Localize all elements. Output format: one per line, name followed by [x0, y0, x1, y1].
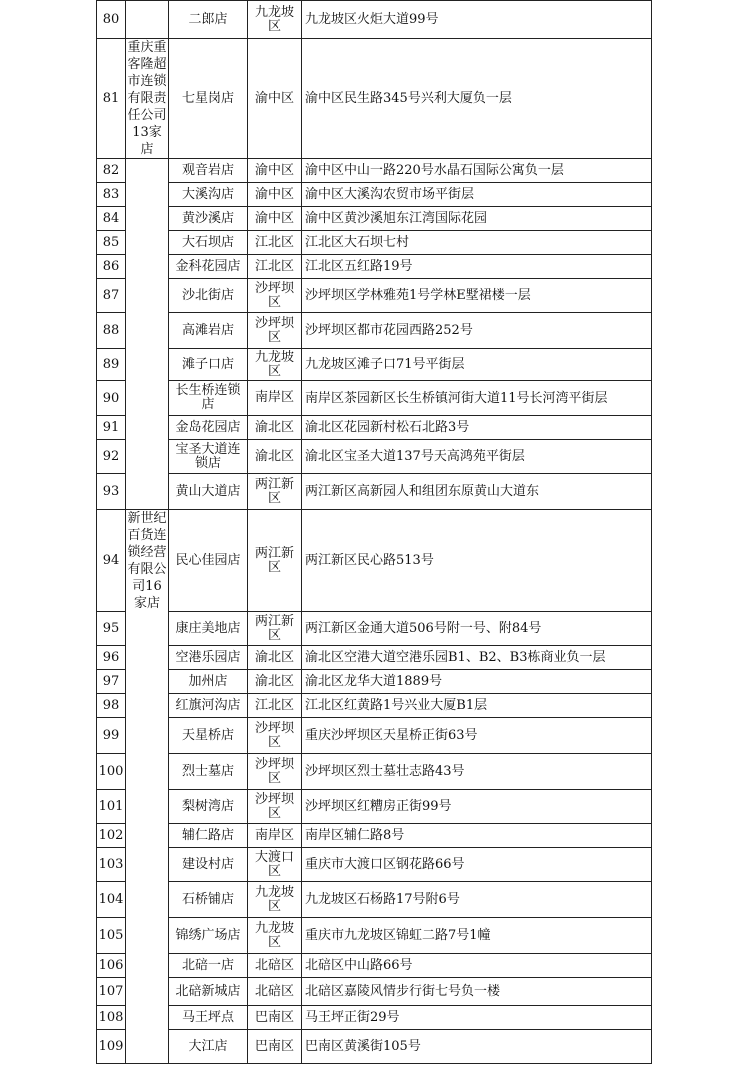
store-name-text: 七星岗店: [181, 91, 234, 106]
store-name-text: 天星桥店: [181, 728, 234, 743]
store-name: [169, 978, 248, 1006]
district: [248, 279, 302, 313]
district-text: 巴南区: [254, 1009, 294, 1025]
table-row: [97, 670, 652, 694]
district: [248, 231, 302, 255]
table-row: [97, 474, 652, 510]
table-row: [97, 954, 652, 978]
table-row: [97, 612, 652, 646]
row-number: 96: [97, 646, 126, 670]
table-row: [97, 918, 652, 954]
district-text: 南岸区: [254, 827, 294, 843]
address: 沙坪坝区红糟房正街99号: [302, 790, 652, 824]
address: 渝中区中山一路220号水晶石国际公寓负一层: [302, 159, 652, 183]
address: 南岸区茶园新区长生桥镇河街大道11号长河湾平街层: [302, 381, 652, 416]
district: [248, 474, 302, 510]
district: [248, 848, 302, 882]
district: [248, 670, 302, 694]
store-name-text: 民心佳园店: [175, 553, 241, 568]
row-number: 106: [97, 954, 126, 978]
row-number: 90: [97, 381, 126, 416]
district: [248, 381, 302, 416]
district: [248, 416, 302, 440]
store-name-text: 二郎店: [188, 12, 228, 27]
address: 两江新区高新园人和组团东原黄山大道东: [302, 474, 652, 510]
table-row: [97, 848, 652, 882]
table-row: [97, 440, 652, 474]
address: 南岸区辅仁路8号: [302, 824, 652, 848]
store-name-text: 黄山大道店: [175, 484, 241, 499]
address: 九龙坡区滩子口71号平街层: [302, 349, 652, 381]
address: 马王坪正街29号: [302, 1006, 652, 1030]
store-name-text: 金岛花园店: [175, 420, 241, 435]
table-row: [97, 159, 652, 183]
district-text: 两江新区: [254, 476, 294, 506]
table-row: [97, 1, 652, 39]
district-text: 北碚区: [254, 983, 294, 999]
store-name: [169, 349, 248, 381]
store-name: [169, 231, 248, 255]
row-number: 87: [97, 279, 126, 313]
row-number: 86: [97, 255, 126, 279]
address: 江北区大石坝七村: [302, 231, 652, 255]
district: [248, 646, 302, 670]
store-name-text: 宝圣大道连锁店: [175, 441, 241, 471]
store-name: [169, 918, 248, 954]
district-text: 沙坪坝区: [254, 280, 294, 310]
table-row: [97, 718, 652, 754]
row-number: 98: [97, 694, 126, 718]
store-name: [169, 1006, 248, 1030]
store-table-body: [97, 1, 652, 1064]
district: [248, 882, 302, 918]
company-name: [126, 159, 169, 510]
store-name: [169, 474, 248, 510]
address: 渝北区空港大道空港乐园B1、B2、B3栋商业负一层: [302, 646, 652, 670]
row-number: 102: [97, 824, 126, 848]
store-name-text: 锦绣广场店: [175, 928, 241, 943]
district: [248, 824, 302, 848]
row-number: 89: [97, 349, 126, 381]
table-row: [97, 1030, 652, 1064]
district-text: 九龙坡区: [254, 884, 294, 914]
row-number: 103: [97, 848, 126, 882]
district: [248, 694, 302, 718]
district: [248, 978, 302, 1006]
district-text: 沙坪坝区: [254, 720, 294, 750]
company-name-text: 新世纪百货连锁经营有限公司16家店: [127, 511, 167, 611]
store-name: [169, 1030, 248, 1064]
table-row: [97, 255, 652, 279]
table-row: [97, 646, 652, 670]
company-name: [126, 510, 169, 1064]
district: [248, 255, 302, 279]
address: 重庆市大渡口区钢花路66号: [302, 848, 652, 882]
store-name: [169, 670, 248, 694]
store-name-text: 建设村店: [181, 857, 234, 872]
district-text: 北碚区: [254, 957, 294, 973]
district-text: 两江新区: [254, 545, 294, 575]
store-name-text: 滩子口店: [181, 357, 234, 372]
store-name-text: 北碚新城店: [175, 984, 241, 999]
address: 渝中区大溪沟农贸市场平街层: [302, 183, 652, 207]
table-row: [97, 510, 652, 612]
address: 北碚区嘉陵风情步行街七号负一楼: [302, 978, 652, 1006]
row-number: 97: [97, 670, 126, 694]
district-text: 九龙坡区: [254, 920, 294, 950]
row-number: 92: [97, 440, 126, 474]
store-name-text: 红旗河沟店: [175, 698, 241, 713]
address: 北碚区中山路66号: [302, 954, 652, 978]
address: 渝北区宝圣大道137号天高鸿苑平街层: [302, 440, 652, 474]
store-name: [169, 39, 248, 159]
address: 重庆沙坪坝区天星桥正街63号: [302, 718, 652, 754]
table-row: [97, 231, 652, 255]
row-number: 82: [97, 159, 126, 183]
row-number: 101: [97, 790, 126, 824]
district-text: 大渡口区: [254, 849, 294, 879]
district-text: 江北区: [254, 258, 294, 274]
row-number: 93: [97, 474, 126, 510]
district: [248, 1030, 302, 1064]
store-name-text: 辅仁路店: [181, 828, 234, 843]
district-text: 渝北区: [254, 673, 294, 689]
store-name-text: 观音岩店: [181, 163, 234, 178]
store-name: [169, 313, 248, 349]
store-name-text: 空港乐园店: [175, 650, 241, 665]
store-name-text: 北碚一店: [181, 958, 234, 973]
row-number: 99: [97, 718, 126, 754]
row-number: 104: [97, 882, 126, 918]
address: 重庆市九龙坡区锦虹二路7号1幢: [302, 918, 652, 954]
table-row: [97, 381, 652, 416]
store-name-text: 梨树湾店: [181, 799, 234, 814]
table-row: [97, 416, 652, 440]
address: 渝中区民生路345号兴利大厦负一层: [302, 39, 652, 159]
table-row: [97, 882, 652, 918]
row-number: 107: [97, 978, 126, 1006]
store-name-text: 黄沙溪店: [181, 211, 234, 226]
row-number: 91: [97, 416, 126, 440]
table-row: [97, 279, 652, 313]
district-text: 渝北区: [254, 419, 294, 435]
address: 江北区五红路19号: [302, 255, 652, 279]
district: [248, 718, 302, 754]
store-name-text: 石桥铺店: [181, 892, 234, 907]
store-name: [169, 159, 248, 183]
row-number: 83: [97, 183, 126, 207]
store-name-text: 高滩岩店: [181, 323, 234, 338]
store-name: [169, 754, 248, 790]
district-text: 渝中区: [254, 162, 294, 178]
address: 渝北区龙华大道1889号: [302, 670, 652, 694]
district-text: 沙坪坝区: [254, 756, 294, 786]
table-row: [97, 349, 652, 381]
district: [248, 183, 302, 207]
address: 沙坪坝区学林雅苑1号学林E墅裙楼一层: [302, 279, 652, 313]
store-name-text: 金科花园店: [175, 259, 241, 274]
store-name: [169, 612, 248, 646]
table-row: [97, 183, 652, 207]
store-name-text: 加州店: [188, 674, 228, 689]
row-number: 85: [97, 231, 126, 255]
store-name-text: 沙北街店: [181, 288, 234, 303]
district-text: 巴南区: [254, 1038, 294, 1054]
table-row: [97, 207, 652, 231]
table-row: [97, 790, 652, 824]
district-text: 九龙坡区: [254, 349, 294, 379]
store-name: [169, 207, 248, 231]
district: [248, 207, 302, 231]
district-text: 渝北区: [254, 448, 294, 464]
row-number: 109: [97, 1030, 126, 1064]
district-text: 渝北区: [254, 649, 294, 665]
district: [248, 1006, 302, 1030]
table-row: [97, 1006, 652, 1030]
store-name-text: 大石坝店: [181, 235, 234, 250]
table-row: [97, 978, 652, 1006]
address: 两江新区民心路513号: [302, 510, 652, 612]
store-name-text: 大溪沟店: [181, 187, 234, 202]
address: 九龙坡区石杨路17号附6号: [302, 882, 652, 918]
district-text: 南岸区: [254, 390, 294, 405]
district: [248, 349, 302, 381]
district: [248, 440, 302, 474]
table-row: [97, 824, 652, 848]
store-name-text: 大江店: [188, 1039, 228, 1054]
district-text: 江北区: [254, 697, 294, 713]
store-name-text: 长生桥连锁店: [175, 383, 241, 412]
store-name: [169, 718, 248, 754]
row-number: 94: [97, 510, 126, 612]
store-list-document: [96, 0, 652, 1064]
table-row: [97, 39, 652, 159]
store-name: [169, 824, 248, 848]
district-text: 沙坪坝区: [254, 791, 294, 821]
district-text: 渝中区: [254, 90, 294, 106]
district: [248, 1, 302, 39]
company-name: [126, 39, 169, 159]
address: 江北区红黄路1号兴业大厦B1层: [302, 694, 652, 718]
store-name: [169, 381, 248, 416]
store-name: [169, 790, 248, 824]
district: [248, 313, 302, 349]
district-text: 九龙坡区: [254, 4, 294, 34]
address: 九龙坡区火炬大道99号: [302, 1, 652, 39]
district-text: 沙坪坝区: [254, 315, 294, 345]
store-name: [169, 440, 248, 474]
row-number: 108: [97, 1006, 126, 1030]
store-name: [169, 646, 248, 670]
district: [248, 754, 302, 790]
store-name: [169, 882, 248, 918]
store-name: [169, 510, 248, 612]
address: 渝北区花园新村松石北路3号: [302, 416, 652, 440]
address: 巴南区黄溪街105号: [302, 1030, 652, 1064]
district: [248, 159, 302, 183]
store-name: [169, 183, 248, 207]
district-text: 渝中区: [254, 186, 294, 202]
address: 两江新区金通大道506号附一号、附84号: [302, 612, 652, 646]
table-row: [97, 694, 652, 718]
address: 沙坪坝区都市花园西路252号: [302, 313, 652, 349]
address: 沙坪坝区烈士墓壮志路43号: [302, 754, 652, 790]
district-text: 两江新区: [254, 613, 294, 643]
row-number: 95: [97, 612, 126, 646]
store-name: [169, 279, 248, 313]
district-text: 渝中区: [254, 210, 294, 226]
district: [248, 510, 302, 612]
district: [248, 918, 302, 954]
company-name-text: 重庆重客隆超市连锁有限责任公司13家店: [127, 40, 167, 157]
store-name: [169, 416, 248, 440]
district: [248, 790, 302, 824]
store-name-text: 马王坪点: [181, 1010, 234, 1025]
store-name-text: 康庄美地店: [175, 621, 241, 636]
row-number: 105: [97, 918, 126, 954]
store-name-text: 烈士墓店: [181, 764, 234, 779]
district: [248, 612, 302, 646]
store-name: [169, 255, 248, 279]
store-table: [96, 0, 652, 1064]
row-number: 84: [97, 207, 126, 231]
row-number: 88: [97, 313, 126, 349]
store-name: [169, 1, 248, 39]
district-text: 江北区: [254, 234, 294, 250]
row-number: 80: [97, 1, 126, 39]
address: 渝中区黄沙溪旭东江湾国际花园: [302, 207, 652, 231]
district: [248, 954, 302, 978]
row-number: 100: [97, 754, 126, 790]
row-number: 81: [97, 39, 126, 159]
store-name: [169, 848, 248, 882]
store-name: [169, 694, 248, 718]
district: [248, 39, 302, 159]
company-name: [126, 1, 169, 39]
table-row: [97, 754, 652, 790]
table-row: [97, 313, 652, 349]
store-name: [169, 954, 248, 978]
